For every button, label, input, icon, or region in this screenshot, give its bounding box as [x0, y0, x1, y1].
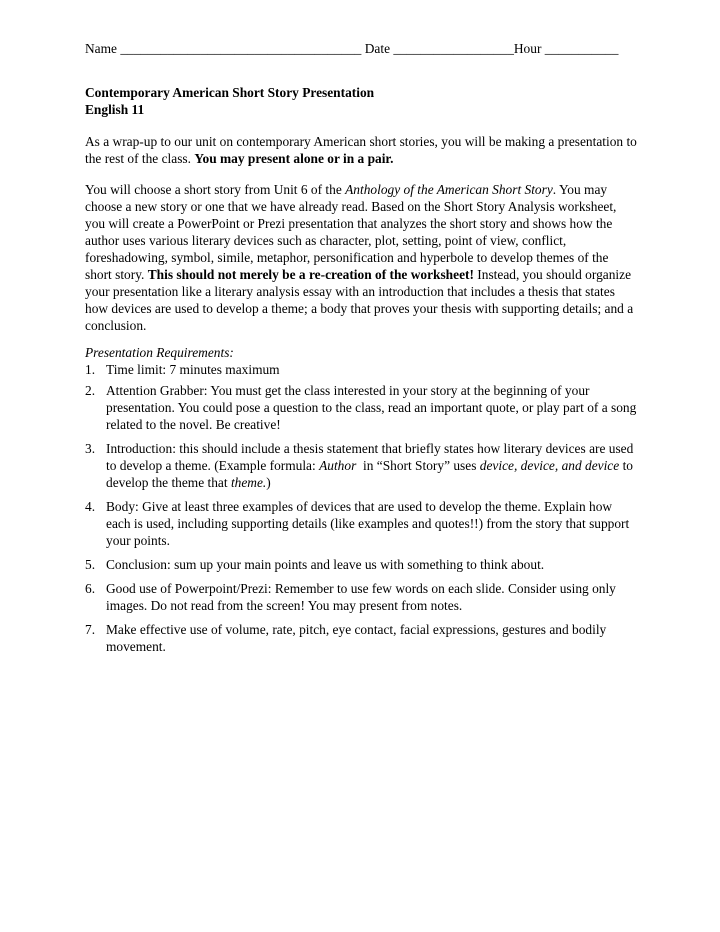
item-number: 3.: [85, 441, 96, 456]
list-item: [85, 556, 637, 573]
list-item: [85, 382, 637, 433]
item-number: 2.: [85, 383, 96, 398]
item-author: Author: [319, 458, 357, 473]
list-item: [85, 580, 637, 614]
item-number: 5.: [85, 557, 96, 572]
item-text: Time limit: 7 minutes maximum: [106, 362, 280, 377]
main-bold: This should not merely be a re-creation of the worksheet!: [147, 267, 474, 282]
item-number: 1.: [85, 362, 96, 377]
item-text: Conclusion: sum up your main points and leave us with something to think about.: [106, 557, 545, 572]
item-text-d: ): [266, 475, 271, 490]
list-item: [85, 621, 637, 655]
header-fields: [85, 40, 645, 57]
date-blank: __________________: [393, 41, 514, 56]
date-label: Date: [364, 41, 391, 56]
course-name: English 11: [85, 102, 145, 117]
list-item: [85, 498, 637, 549]
requirements-heading: Presentation Requirements:: [85, 345, 234, 360]
list-item: [85, 361, 637, 378]
main-part1: You will choose a short story from Unit 6 of the: [85, 182, 342, 197]
name-blank: ____________________________________: [120, 41, 362, 56]
title-block: [85, 84, 645, 118]
item-number: 7.: [85, 622, 96, 637]
intro-text: As a wrap-up to our unit on contemporary American short stories, you will be making a presentation to the rest of the class.: [85, 134, 637, 166]
item-text: Body: Give at least three examples of devices that are used to develop the theme. Explain how each is used, including supporting details (like examples and quotes!!) from the story that support your points.: [106, 499, 630, 548]
item-number: 6.: [85, 581, 96, 596]
item-devices: device, device, and device: [479, 458, 620, 473]
document-title: Contemporary American Short Story Presentation: [85, 85, 375, 100]
hour-label: Hour: [513, 41, 542, 56]
item-text-b: in “Short Story” uses: [362, 458, 477, 473]
item-text: [106, 440, 637, 491]
main-part3: Instead, you should organize your presentation like a literary analysis essay with an introduction that includes a thesis that states how devices are used to develop a theme; a body that proves your thesis with supporting details; and a conclusion.: [85, 267, 634, 333]
item-text-c: to develop the theme that: [106, 458, 633, 490]
main-part2: . You may choose a new story or one that we have already read. Based on the Short Story Analysis worksheet, you will create a PowerPoint or Prezi presentation that analyzes the short story and shows how the author uses various literary devices such as character, plot, setting, point of view, conflict, foreshadowing, symbol, simile, metaphor, personification and hyperbole to develop themes of the short story.: [85, 182, 617, 282]
name-label: Name: [85, 41, 117, 56]
intro-bold: You may present alone or in a pair.: [194, 151, 394, 166]
item-number: 4.: [85, 499, 96, 514]
item-text: Attention Grabber: You must get the class interested in your story at the beginning of your presentation. You could pose a question to the class, read an important quote, or play part of a song related to the novel. Be creative!: [106, 383, 637, 432]
item-text: Make effective use of volume, rate, pitch, eye contact, facial expressions, gestures and bodily movement.: [106, 622, 607, 654]
list-item: [85, 440, 637, 491]
main-paragraph: [85, 181, 637, 334]
hour-blank: ___________: [544, 41, 619, 56]
item-text-a: Introduction: this should include a thesis statement that briefly states how literary devices are used to develop a theme. (Example formula:: [106, 441, 634, 473]
anthology-title: Anthology of the American Short Story: [345, 182, 553, 197]
intro-paragraph: [85, 133, 637, 167]
item-text: Good use of Powerpoint/Prezi: Remember to use few words on each slide. Consider using only images. Do not read from the screen! You may present from notes.: [106, 581, 616, 613]
requirements-list: [85, 361, 637, 662]
item-theme: theme.: [230, 475, 267, 490]
